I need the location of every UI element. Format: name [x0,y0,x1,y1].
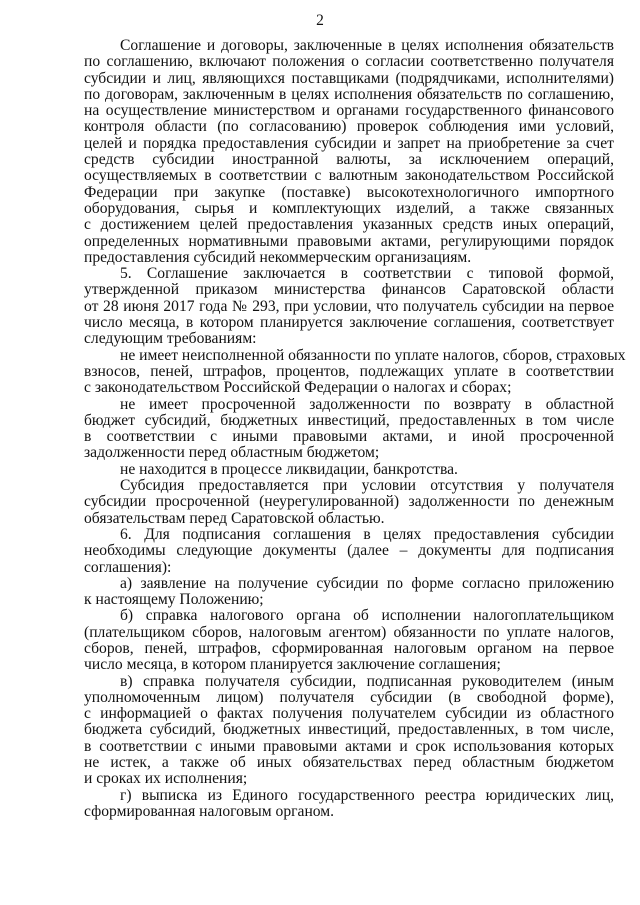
page-number: 2 [316,12,324,29]
text-line: г) выписка из Единого государственного реестра юридических лиц, [120,786,614,804]
text-line: сформированная налоговым органом. [84,802,335,820]
text-line: определенных нормативными правовыми актами, регулирующими порядок [84,232,614,250]
text-line: Соглашение и договоры, заключенные в целях исполнения обязательств [120,37,614,54]
paragraph [84,788,614,821]
paragraph [84,346,626,397]
text-line: в соответствии с иными правовыми актами и срок использования которых [84,737,614,755]
text-line: к настоящему Положению; [84,591,264,609]
paragraph [84,527,614,576]
text-line: с законодательством Российской Федерации о налогах и сборах; [84,379,512,397]
text-line: средств субсидии иностранной валюты, за исключением операций, [84,151,614,169]
text-line: субсидии просроченной (неурегулированной) задолженности по денежным [84,493,614,511]
text-line: не имеет просроченной задолженности по возврату в областной [120,395,614,413]
text-line: задолженности перед областным бюджетом; [84,444,380,462]
paragraph [84,462,614,478]
text-line: субсидии и лиц, являющихся поставщиками (подрядчиками, исполнителями) [84,69,614,87]
text-line: обязательствам перед Саратовской областью. [84,509,385,527]
text-line: на осуществление министерством и органами государственного финансового [84,102,614,120]
paragraph [84,266,614,347]
paragraph [84,38,614,266]
text-line: и сроках их исполнения; [84,770,248,788]
text-line: оборудования, сырья и комплектующих изделий, а также связанных [84,199,614,217]
text-line: б) справка налогового органа об исполнении налогоплательщиком [120,607,614,625]
text-line: необходимы следующие документы (далее – документы для подписания [84,542,614,560]
text-line: число месяца, в котором планируется заключение соглашения; [84,656,501,674]
text-line: не имеет неисполненной обязанности по уплате налогов, сборов, страховых [120,346,626,364]
text-line: Федерации при закупке (поставке) высокотехнологичного импортного [84,183,614,201]
text-line: с информацией о фактах получения получателем субсидии из областного [84,705,614,723]
text-line: по договорам, заключенным в целях исполнения обязательств по соглашению, [84,85,614,103]
text-line: сборов, пеней, штрафов, сформированная налоговым органом на первое [84,639,614,657]
paragraph [84,397,614,462]
text-line: контроля области (по согласованию) проверок соблюдения ими условий, [84,118,614,136]
text-line: а) заявление на получение субсидии по форме согласно приложению [120,574,614,592]
paragraph [84,674,614,788]
text-line: число месяца, в котором планируется заключение соглашения, соответствует [84,314,614,332]
text-line: в) справка получателя субсидии, подписанная руководителем (иным [120,672,614,690]
text-line: Субсидия предоставляется при условии отсутствия у получателя [120,477,614,495]
text-line: соглашения): [84,558,172,576]
text-line: бюджета субсидий, бюджетных инвестиций, предоставленных, в том числе, [84,721,614,739]
text-line: 6. Для подписания соглашения в целях предоставления субсидии [120,525,614,543]
text-line: в соответствии с иными правовыми актами, и иной просроченной [84,428,614,446]
text-line: предоставления субсидий некоммерческим организациям. [84,248,472,266]
text-line: 5. Соглашение заключается в соответствии с типовой формой, [120,265,614,283]
paragraph [84,478,614,527]
text-line: с достижением целей предоставления указанных средств иных операций, [84,216,614,234]
text-line: бюджет субсидий, бюджетных инвестиций, предоставленных в том числе [84,411,614,429]
text-line: утвержденной приказом министерства финансов Саратовской области [84,281,614,299]
text-line: следующим требованиям: [84,330,257,348]
text-line: по соглашению, включают положения о согласии соответственно получателя [84,53,614,71]
paragraph [84,576,614,609]
text-line: уполномоченным лицом) получателя субсидии (в свободной форме), [84,688,614,706]
text-line: (плательщиком сборов, налоговым агентом) обязанности по уплате налогов, [84,623,614,641]
text-line: осуществляемых в соответствии с валютным законодательством Российской [84,167,614,185]
text-line: целей и порядка предоставления субсидии и запрет на приобретение за счет [84,134,614,152]
text-line: не истек, а также об иных обязательствах перед областным бюджетом [84,754,614,772]
paragraph [84,608,614,673]
document-body [84,37,626,820]
text-line: от 28 июня 2017 года № 293, при условии, что получатель субсидии на первое [84,297,614,315]
text-line: не находится в процессе ликвидации, банкротства. [120,460,458,478]
text-line: взносов, пеней, штрафов, процентов, подлежащих уплате в соответствии [84,362,614,380]
